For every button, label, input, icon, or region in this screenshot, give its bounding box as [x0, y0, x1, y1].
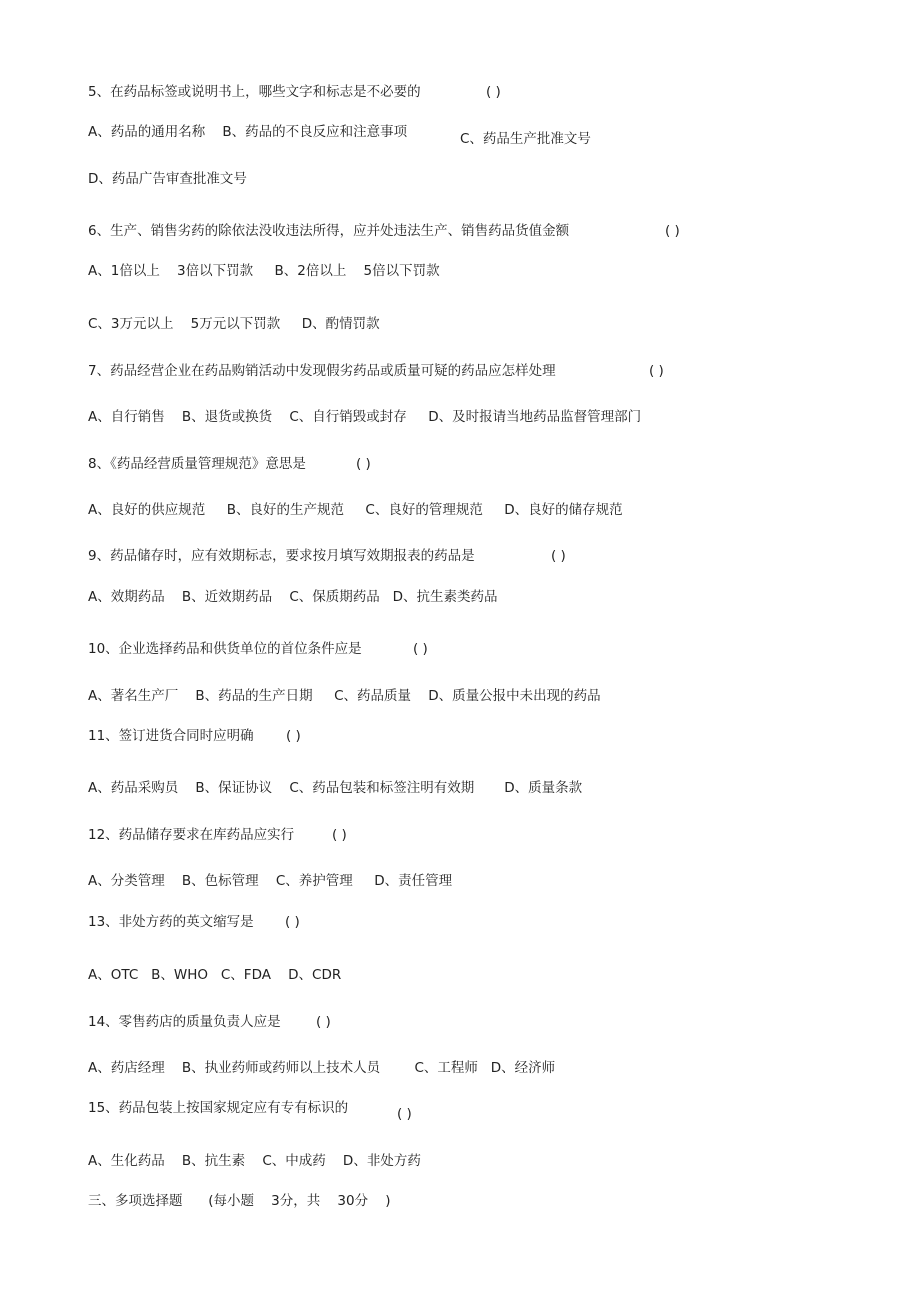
question-12-options: A、分类管理 B、色标管理 C、养护管理 D、责任管理	[88, 873, 453, 889]
question-13-options: A、OTC B、WHO C、FDA D、CDR	[88, 967, 342, 983]
question-6-options-ab: A、1倍以上 3倍以下罚款 B、2倍以上 5倍以下罚款	[88, 263, 440, 279]
question-6-answer-blank: ( )	[665, 223, 680, 239]
question-10-stem: 10、企业选择药品和供货单位的首位条件应是	[88, 641, 362, 657]
question-13-answer-blank: ( )	[285, 914, 300, 930]
question-9-stem: 9、药品储存时，应有效期标志，要求按月填写效期报表的药品是	[88, 548, 475, 564]
question-11-stem: 11、签订进货合同时应明确	[88, 728, 254, 744]
section-heading-multiple-choice: 三、多项选择题 (每小题 3分，共 30分 )	[88, 1193, 391, 1209]
question-7-stem: 7、药品经营企业在药品购销活动中发现假劣药品或质量可疑的药品应怎样处理	[88, 363, 556, 379]
question-7-options: A、自行销售 B、退货或换货 C、自行销毁或封存 D、及时报请当地药品监督管理部门	[88, 409, 642, 425]
question-5-options-ab: A、药品的通用名称 B、药品的不良反应和注意事项	[88, 124, 408, 140]
question-5-answer-blank: ( )	[486, 84, 501, 100]
question-6-options-cd: C、3万元以上 5万元以下罚款 D、酌情罚款	[88, 316, 380, 332]
question-12-stem: 12、药品储存要求在库药品应实行	[88, 827, 295, 843]
question-14-answer-blank: ( )	[316, 1014, 331, 1030]
question-8-answer-blank: ( )	[356, 456, 371, 472]
question-12-answer-blank: ( )	[332, 827, 347, 843]
question-10-options: A、著名生产厂 B、药品的生产日期 C、药品质量 D、质量公报中未出现的药品	[88, 688, 601, 704]
question-5-option-c: C、药品生产批准文号	[460, 131, 591, 147]
question-13-stem: 13、非处方药的英文缩写是	[88, 914, 254, 930]
question-15-answer-blank: ( )	[397, 1106, 412, 1122]
question-5-option-d: D、药品广告审查批准文号	[88, 171, 247, 187]
question-11-answer-blank: ( )	[286, 728, 301, 744]
question-14-options: A、药店经理 B、执业药师或药师以上技术人员 C、工程师 D、经济师	[88, 1060, 556, 1076]
question-8-options: A、良好的供应规范 B、良好的生产规范 C、良好的管理规范 D、良好的储存规范	[88, 502, 623, 518]
question-8-stem: 8、《药品经营质量管理规范》意思是	[88, 456, 306, 472]
question-9-answer-blank: ( )	[551, 548, 566, 564]
question-15-options: A、生化药品 B、抗生素 C、中成药 D、非处方药	[88, 1153, 421, 1169]
question-10-answer-blank: ( )	[413, 641, 428, 657]
question-9-options: A、效期药品 B、近效期药品 C、保质期药品 D、抗生素类药品	[88, 589, 498, 605]
question-11-options: A、药品采购员 B、保证协议 C、药品包装和标签注明有效期 D、质量条款	[88, 780, 583, 796]
question-7-answer-blank: ( )	[649, 363, 664, 379]
question-14-stem: 14、零售药店的质量负责人应是	[88, 1014, 281, 1030]
question-6-stem: 6、生产、销售劣药的除依法没收违法所得，应并处违法生产、销售药品货值金额	[88, 223, 570, 239]
question-15-stem: 15、药品包装上按国家规定应有专有标识的	[88, 1100, 349, 1116]
question-5-stem: 5、在药品标签或说明书上，哪些文字和标志是不必要的	[88, 84, 421, 100]
